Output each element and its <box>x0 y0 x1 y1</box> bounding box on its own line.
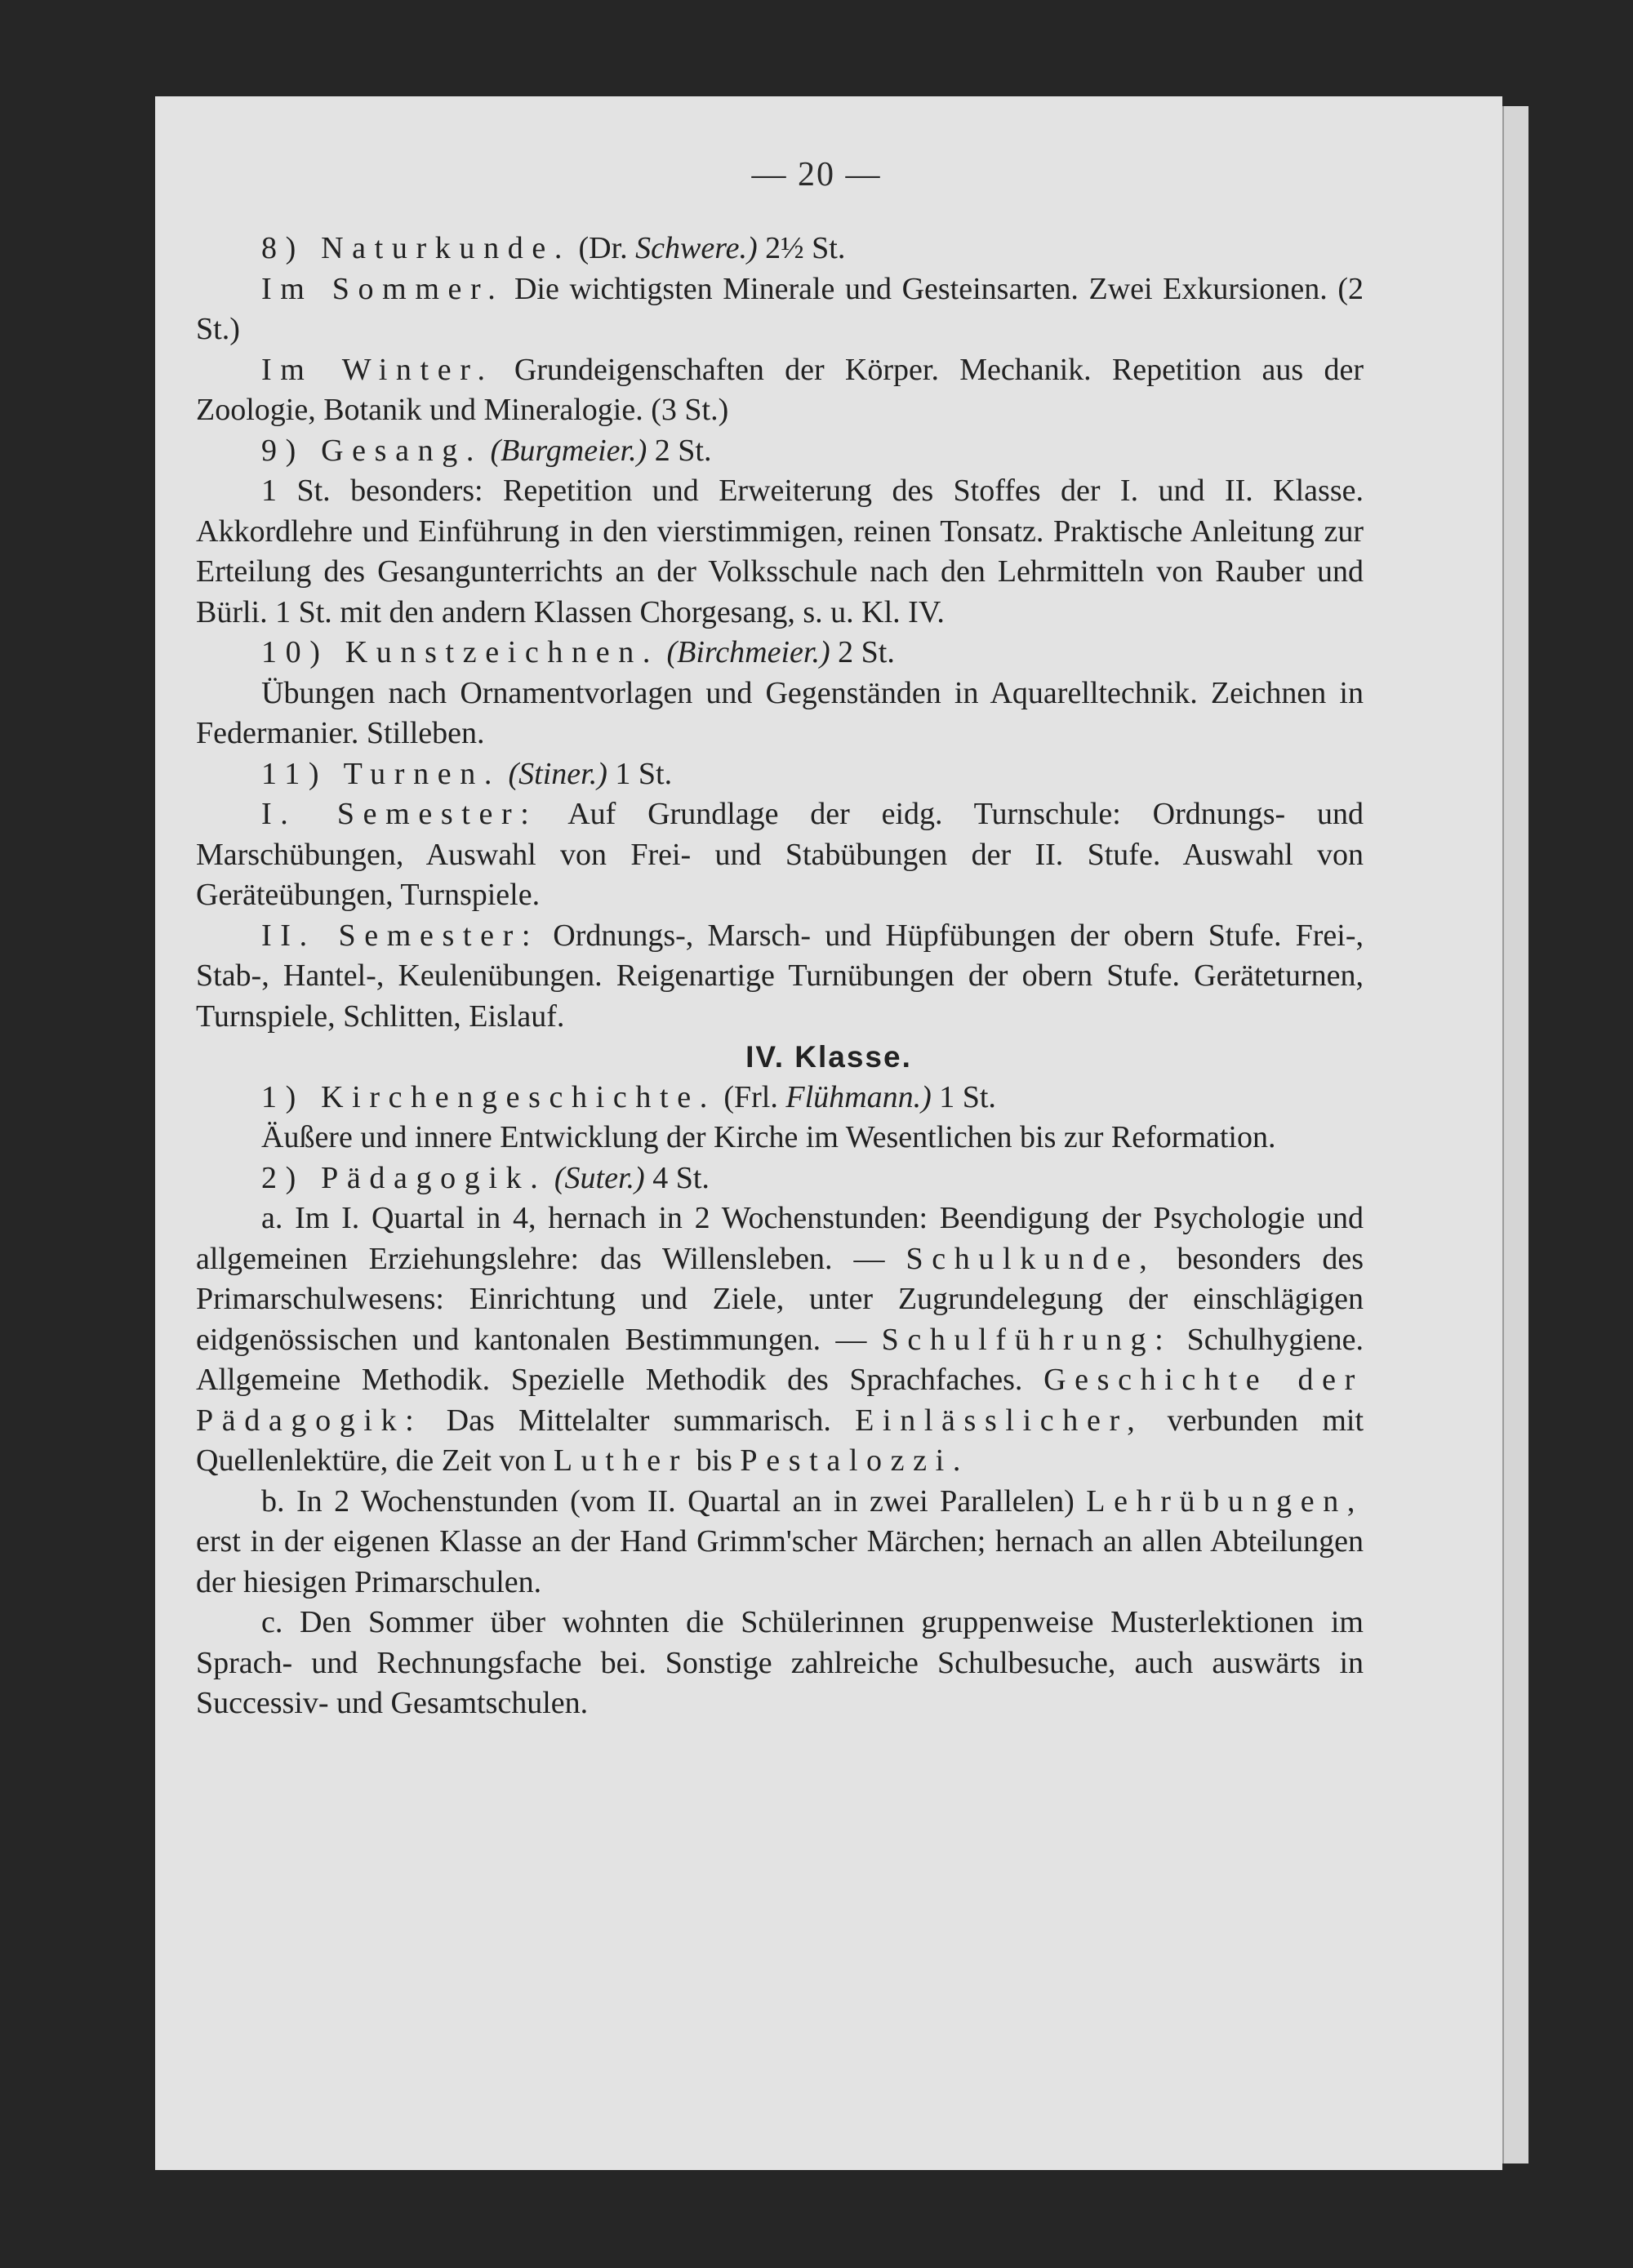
section-heading-gesang <box>196 431 1364 472</box>
paragraph-text: Ordnungs-, Marsch- und Hüpfübungen der obern Stufe. Frei-, Stab-, Hantel-, Keulenübungen. Reigenartige Turnübungen der obern Stufe. Geräteturnen, Turnspiele, Schlitten, Eislauf. <box>196 918 1364 1034</box>
subject-title: 9) Gesang. <box>261 433 483 468</box>
section-heading-turnen <box>196 754 1364 795</box>
hours: 2 St. <box>830 635 895 669</box>
teacher-name: (Burgmeier.) <box>490 433 647 468</box>
paragraph-text: Das Mittelalter summarisch. <box>422 1403 856 1438</box>
teacher-prefix: (Dr. <box>571 231 636 265</box>
paragraph-text: b. In 2 Wochenstunden (vom II. Quartal an in zwei Parallelen) <box>261 1483 1087 1519</box>
section-heading-paedagogik <box>196 1158 1364 1199</box>
term-label: Schulführung: <box>881 1322 1172 1357</box>
term-label: Einlässlicher, <box>855 1403 1144 1438</box>
person-name: Pestalozzi. <box>740 1443 970 1478</box>
adjacent-page-edge <box>1502 106 1528 2163</box>
paragraph-text: Die wichtigsten Minerale und Gesteinsarten. Zwei Exkursionen. (2 St.) <box>196 271 1364 346</box>
teacher-name: (Birchmeier.) <box>666 635 830 669</box>
term-label: Lehrübungen, <box>1086 1483 1364 1519</box>
paragraph <box>196 471 1364 633</box>
paragraph-text: Übungen nach Ornamentvorlagen und Gegenständen in Aquarelltechnik. Zeichnen in Federmanier. Stilleben. <box>196 675 1364 750</box>
teacher-name: (Suter.) <box>554 1160 645 1195</box>
paragraph <box>196 269 1364 350</box>
teacher-name: Flühmann.) <box>785 1079 932 1114</box>
paragraph <box>196 794 1364 916</box>
paragraph-text: verbunden mit Quellenlektüre, die Zeit von <box>196 1403 1364 1478</box>
subject-title: 11) Turnen. <box>261 756 501 791</box>
paragraph <box>196 674 1364 754</box>
person-name: Luther <box>553 1443 689 1478</box>
paragraph <box>196 1118 1364 1158</box>
hours: 2½ St. <box>757 231 846 265</box>
hours: 4 St. <box>644 1160 710 1195</box>
paragraph-text: Grundeigenschaften der Körper. Mechanik. Repetition aus der Zoologie, Botanik und Mineralogie. (3 St.) <box>196 352 1364 427</box>
hours: 2 St. <box>647 433 712 468</box>
term-label: Geschichte der Pädagogik: <box>196 1363 1364 1438</box>
body-text <box>196 229 1364 1724</box>
teacher-name: (Stiner.) <box>508 756 607 791</box>
paragraph-text: Auf Grundlage der eidg. Turnschule: Ordnungs- und Marschübungen, Auswahl von Frei- und Stabübungen der II. Stufe. Auswahl von Geräteübungen, Turnspiele. <box>196 797 1364 912</box>
paragraph-text: c. Den Sommer über wohnten die Schülerinnen gruppenweise Musterlektionen im Sprach- und Rechnungsfache bei. Sonstige zahlreiche Schulbesuche, auch auswärts in Successiv- und Gesamtschulen. <box>196 1605 1364 1720</box>
term-label: Im Sommer. <box>261 271 505 306</box>
paragraph-text: besonders des Primarschulwesens: Einrichtung und Ziele, unter Zugrundelegung der einschlägigen eidgenössischen und kantonalen Bestimmungen. — <box>196 1241 1364 1357</box>
teacher-prefix: (Frl. <box>715 1079 786 1114</box>
paragraph-text: erst in der eigenen Klasse an der Hand Grimm'scher Märchen; hernach an allen Abteilungen der hiesigen Primarschulen. <box>196 1524 1364 1599</box>
paragraph-b <box>196 1482 1364 1603</box>
hours: 1 St. <box>931 1079 996 1114</box>
term-label: II. Semester: <box>261 918 540 953</box>
paragraph <box>196 350 1364 431</box>
section-heading-kirchengeschichte <box>196 1078 1364 1118</box>
term-label: Schulkunde, <box>905 1241 1156 1276</box>
paragraph <box>196 916 1364 1038</box>
paragraph-text: Schulhygiene. Allgemeine Methodik. Spezielle Methodik des Sprachfaches. <box>196 1322 1364 1397</box>
teacher-name: Schwere.) <box>635 231 758 265</box>
paragraph-text: Äußere und innere Entwicklung der Kirche im Wesentlichen bis zur Reformation. <box>261 1120 1276 1154</box>
section-heading-kunstzeichnen <box>196 633 1364 674</box>
section-heading-naturkunde <box>196 229 1364 269</box>
subject-title: 8) Naturkunde. <box>261 231 572 265</box>
class-heading: IV. Klasse. <box>745 1040 912 1074</box>
paragraph-c <box>196 1603 1364 1724</box>
term-label: I. Semester: <box>261 797 538 831</box>
subject-title: 10) Kunstzeichnen. <box>261 635 659 669</box>
subject-title: 1) Kirchengeschichte. <box>261 1079 716 1114</box>
paragraph-text: a. Im I. Quartal in 4, hernach in 2 Wochenstunden: Beendigung der Psychologie und allgemeinen Erziehungslehre: das Willensleben. — <box>196 1201 1364 1276</box>
hours: 1 St. <box>607 756 673 791</box>
paragraph-a <box>196 1198 1364 1482</box>
paragraph-text: bis <box>688 1443 741 1478</box>
subject-title: 2) Pädagogik. <box>261 1160 547 1195</box>
term-label: Im Winter. <box>261 352 494 387</box>
paragraph-text: 1 St. besonders: Repetition und Erweiterung des Stoffes der I. und II. Klasse. Akkordlehre und Einführung in den vierstimmigen, reinen Tonsatz. Praktische Anleitung zur Erteilung des Gesangunterrichts an der Volksschule nach den Lehrmitteln von Rauber und Bürli. 1 St. mit den andern Klassen Chorgesang, s. u. Kl. IV. <box>196 474 1364 629</box>
page-number: — 20 — <box>751 156 882 193</box>
